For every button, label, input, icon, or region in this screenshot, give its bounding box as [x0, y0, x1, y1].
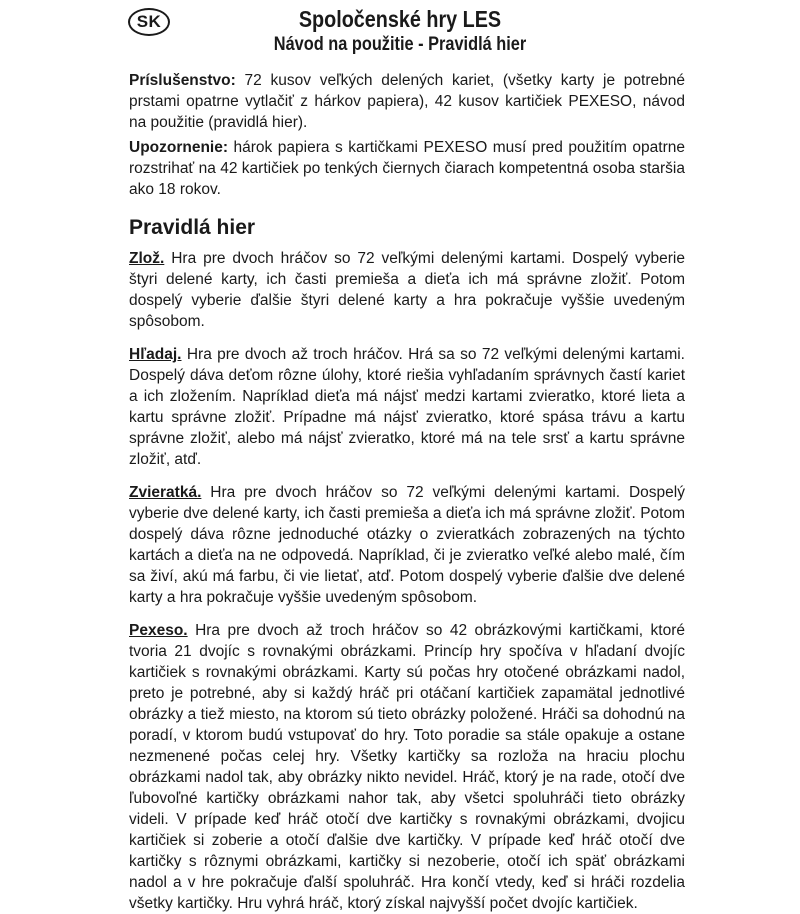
rule-text: Hra pre dvoch až troch hráčov. Hrá sa so 72 veľkými delenými kartami. Dospelý dáva deťom rôzne úlohy, ktoré riešia vyhľadaním správnych častí kariet a ich zložením. Napríklad dieťa má nájsť medzi kartami zvieratko, ktoré lieta a kartu správne zložiť. Prípadne má nájsť zvieratko, ktoré spása trávu a kartu správne zložiť, alebo má nájsť zvieratko, ktoré má na tele srsť a kartu správne zložiť, atď.: [129, 346, 685, 468]
accessories-paragraph: [129, 70, 685, 133]
rule-name: Zlož.: [129, 250, 165, 267]
warning-label: Upozornenie:: [129, 139, 229, 156]
page-subtitle: Návod na použitie - Pravidlá hier: [273, 34, 527, 55]
rule-text: Hra pre dvoch hráčov so 72 veľkými delenými kartami. Dospelý vyberie štyri delené karty, ich časti premieša a dieťa ich má správne zložiť. Potom dospelý vyberie ďalšie štyri delené karty a hra pokračuje vyššie uvedeným spôsobom.: [129, 250, 685, 330]
rule-paragraph-pexeso: [129, 620, 685, 914]
warning-text: hárok papiera s kartičkami PEXESO musí pred použitím opatrne rozstrihať na 42 kartičiek po tenkých čiernych čiarach kompetentná osoba staršia ako 18 rokov.: [129, 139, 685, 198]
rule-name: Hľadaj.: [129, 346, 182, 363]
document-body: [129, 70, 685, 914]
language-badge-label: SK: [136, 12, 162, 31]
rule-name: Pexeso.: [129, 622, 188, 639]
rule-text: Hra pre dvoch hráčov so 72 veľkými delenými kartami. Dospelý vyberie dve delené karty, ich časti premieša a dieťa ich má správne zložiť. Potom dospelý dáva rôzne jednoduché otázky o zvieratkách zobrazených na týchto kartách a dieťa na ne odpovedá. Napríklad, či je zvieratko veľké alebo malé, čím sa živí, akú má farbu, či vie lietať, atď. Potom dospelý vyberie ďalšie dve delené karty a hra pokračuje vyššie uvedeným spôsobom.: [129, 484, 685, 606]
rule-paragraph-zloz: [129, 248, 685, 332]
accessories-text: 72 kusov veľkých delených kariet, (všetky karty je potrebné prstami opatrne vytlačiť z hárkov papiera), 42 kusov kartičiek PEXESO, návod na použitie (pravidlá hier).: [129, 72, 685, 131]
warning-paragraph: [129, 137, 685, 200]
page-title: Spoločenské hry LES: [298, 6, 502, 32]
rule-name: Zvieratká.: [129, 484, 202, 501]
rule-text: Hra pre dvoch až troch hráčov so 42 obrázkovými kartičkami, ktoré tvoria 21 dvojíc s rovnakými obrázkami. Princíp hry spočíva v hľadaní dvojíc kartičiek s rovnakými obrázkami. Karty sú počas hry otočené obrázkami nadol, preto je potrebné, aby si každý hráč pri otáčaní kartičiek zapamätal jednotlivé obrázky a tiež miesto, na ktorom sú tieto obrázky položené. Hráči sa dohodnú na poradí, v ktorom budú vstupovať do hry. Toto poradie sa stále opakuje a ostane nezmenené počas celej hry. Všetky kartičky sa rozloža na hraciu plochu obrázkami nadol tak, aby obrázky nikto nevidel. Hráč, ktorý je na rade, otočí dve ľubovoľné kartičky obrázkami nahor tak, aby všetci spoluhráči tieto obrázky videli. V prípade keď hráč otočí dve kartičky s rovnakými obrázkami, dvojicu kartičiek si zoberie a otočí ďalšie dve kartičky. V prípade keď hráč otočí dve kartičky s rôznymi obrázkami, kartičky si nezoberie, otočí ich späť obrázkami nadol a v hre pokračuje ďalší spoluhráč. Hra končí vtedy, keď si hráči rozdelia všetky kartičky. Hru vyhrá hráč, ktorý získal najvyšší počet dvojíc kartičiek.: [129, 622, 685, 912]
rules-heading: Pravidlá hier: [129, 216, 256, 239]
accessories-label: Príslušenstvo:: [129, 72, 236, 89]
rule-paragraph-hladaj: [129, 344, 685, 470]
rule-paragraph-zvieratka: [129, 482, 685, 608]
